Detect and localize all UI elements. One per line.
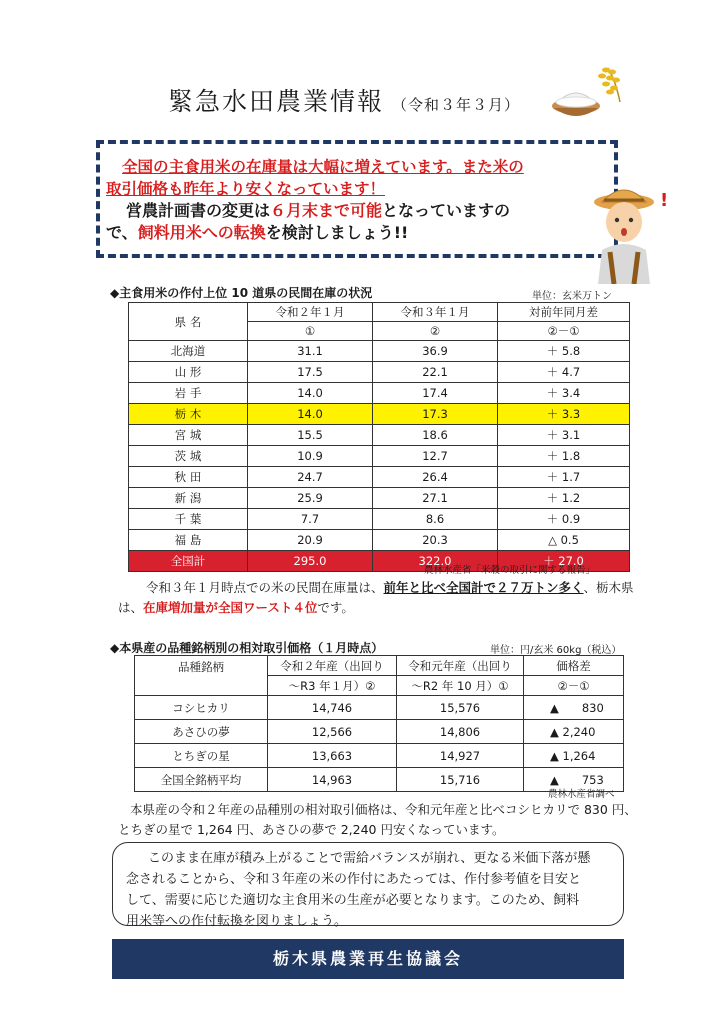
cell-r2: 10.9 [248,446,373,467]
alert-line-3a: 営農計画書の変更は [126,201,271,220]
col-sub-r2: ① [248,322,373,341]
col-header-r1: 令和元年産（出回り [397,656,524,676]
table-row [129,509,630,530]
section1-source: 農林水産省「米穀の取引に関する報告」 [424,565,596,576]
section2-heading: ◆本県産の品種銘柄別の相対取引価格（１月時点） [110,641,384,655]
advice-line-3: して、需要に応じた適切な主食用米の生産が必要となります。このため、飼料 [126,893,580,908]
table-header-row [135,656,624,676]
summary-1a: 令和３年１月時点での米の民間在庫量は、 [146,580,384,595]
cell-pref: 秋 田 [129,467,248,488]
col-sub-pricediff: ②－① [524,676,624,696]
col-header-pref: 県 名 [129,303,248,341]
section1-unit: 単位：玄米万トン [532,291,612,302]
cell-r2: 12,566 [268,720,397,744]
page-title [168,82,520,118]
cell-r2: 31.1 [248,341,373,362]
col-sub-r1: ～R2 年 10 月）① [397,676,524,696]
table-row [135,696,624,720]
cell-pref: 栃 木 [129,404,248,425]
title-text: 緊急水田農業情報 [168,87,385,116]
summary-line-1 [118,578,638,598]
cell-r2: 7.7 [248,509,373,530]
cell-r2: 14.0 [248,404,373,425]
advice-text [126,848,620,932]
cell-diff: ＋ 5.8 [498,341,630,362]
section2-unit: 単位：円/玄米 60kg（税込） [490,645,622,656]
cell-r2: 17.5 [248,362,373,383]
cell-pref: 北海道 [129,341,248,362]
cell-pref: 全国計 [129,551,248,572]
title-date: （令和３年３月） [392,96,521,114]
cell-pref: 宮 城 [129,425,248,446]
table-row [129,362,630,383]
table-row [135,744,624,768]
cell-pricediff: ▲ 2,240 [524,720,624,744]
cell-r2: 13,663 [268,744,397,768]
table-row [129,488,630,509]
cell-r1: 15,576 [397,696,524,720]
section1-heading: ◆主食用米の作付上位 10 道県の民間在庫の状況 [110,286,373,300]
alert-line-4 [106,222,616,244]
cell-diff: △ 0.5 [498,530,630,551]
cell-pref: 茨 城 [129,446,248,467]
cell-brand: コシヒカリ [135,696,268,720]
table-row [129,446,630,467]
rice-bowl-icon [550,62,630,132]
cell-r2: 15.5 [248,425,373,446]
cell-pref: 千 葉 [129,509,248,530]
cell-diff: ＋ 0.9 [498,509,630,530]
cell-r3: 17.4 [373,383,498,404]
cell-r2: 295.0 [248,551,373,572]
col-sub-r2: ～R3 年１月）② [268,676,397,696]
advice-line-1: このまま在庫が積み上がることで需給バランスが崩れ、更なる米価下落が懸 [148,851,591,866]
col-header-brand: 品種銘柄 [135,656,268,696]
cell-pref: 山 形 [129,362,248,383]
cell-diff: ＋ 3.1 [498,425,630,446]
section2-summary-line-1: 本県産の令和２年産の品種別の相対取引価格は、令和元年産と比べコシヒカリで 830 円、 [130,802,637,817]
cell-pref: 福 島 [129,530,248,551]
price-table [134,655,624,792]
summary-2c: です。 [317,600,354,615]
col-header-r2: 令和２年１月 [248,303,373,322]
cell-diff: ＋ 1.7 [498,467,630,488]
alert-line-4c: を検討しましょう!! [265,223,409,242]
summary-2a: は、 [118,600,144,615]
cell-r3: 36.9 [373,341,498,362]
table-row [129,467,630,488]
col-header-r3: 令和３年１月 [373,303,498,322]
summary-1c: 、栃木県 [583,580,634,595]
cell-pricediff: ▲ 1,264 [524,744,624,768]
cell-pref: 岩 手 [129,383,248,404]
section1-summary [118,578,638,618]
col-header-diff: 対前年同月差 [498,303,630,322]
table-row [129,425,630,446]
alert-line-3c: となっていますの [382,201,511,220]
table-row [129,530,630,551]
cell-diff: ＋ 4.7 [498,362,630,383]
table-row [129,383,630,404]
alert-line-4b: 飼料用米への転換 [137,223,266,242]
cell-brand: 全国全銘柄平均 [135,768,268,792]
cell-brand: とちぎの星 [135,744,268,768]
section2-source: 農林水産省調べ [548,789,615,800]
table-row [135,720,624,744]
summary-1b: 前年と比べ全国計で２７万トン多く [383,580,584,595]
cell-r2: 14,963 [268,768,397,792]
cell-r1: 14,806 [397,720,524,744]
col-sub-r3: ② [373,322,498,341]
alert-line-2: 取引価格も昨年より安くなっています！ [106,180,386,198]
cell-r3: 27.1 [373,488,498,509]
cell-r1: 15,716 [397,768,524,792]
alert-line-3 [106,200,616,222]
farmer-illustration-icon [588,180,672,284]
cell-r2: 24.7 [248,467,373,488]
alert-line-3b: ６月末まで可能 [270,201,383,220]
cell-pricediff: ▲ 830 [524,696,624,720]
cell-r3: 8.6 [373,509,498,530]
col-header-r2: 令和２年産（出回り [268,656,397,676]
cell-r2: 20.9 [248,530,373,551]
table-header-row [129,303,630,322]
cell-diff: ＋ 27.0 [498,551,630,572]
organization-footer: 栃木県農業再生協議会 [112,939,624,979]
cell-r2: 14,746 [268,696,397,720]
cell-r3: 12.7 [373,446,498,467]
cell-r3: 26.4 [373,467,498,488]
alert-line-1: 全国の主食用米の在庫量は大幅に増えています。また米の [122,158,524,176]
cell-pricediff: ▲ 753 [524,768,624,792]
cell-r2: 25.9 [248,488,373,509]
table-row-highlighted [129,404,630,425]
summary-line-2 [118,598,638,618]
section2-summary [118,800,658,840]
cell-pref: 新 潟 [129,488,248,509]
cell-r3: 322.0 [373,551,498,572]
cell-brand: あさひの夢 [135,720,268,744]
cell-diff: ＋ 1.2 [498,488,630,509]
col-sub-diff: ②－① [498,322,630,341]
cell-r3: 22.1 [373,362,498,383]
cell-r2: 14.0 [248,383,373,404]
cell-r3: 18.6 [373,425,498,446]
col-header-pricediff: 価格差 [524,656,624,676]
cell-diff: ＋ 3.3 [498,404,630,425]
cell-r1: 14,927 [397,744,524,768]
section2-summary-line-2: とちぎの星で 1,264 円、あさひの夢で 2,240 円安くなっています。 [118,822,505,837]
cell-diff: ＋ 3.4 [498,383,630,404]
table-row [129,341,630,362]
advice-line-4: 用米等への作付転換を図りましょう。 [126,914,348,929]
inventory-table [128,302,630,572]
cell-r3: 17.3 [373,404,498,425]
summary-2b: 在庫増加量が全国ワースト４位 [143,600,318,615]
cell-r3: 20.3 [373,530,498,551]
advice-line-2: 念されることから、令和３年産の米の作付にあたっては、作付参考値を目安と [126,872,582,887]
cell-diff: ＋ 1.8 [498,446,630,467]
alert-line-4a: で、 [106,223,138,242]
alert-callout-text [106,156,616,244]
svg-text:!: ! [660,190,669,211]
